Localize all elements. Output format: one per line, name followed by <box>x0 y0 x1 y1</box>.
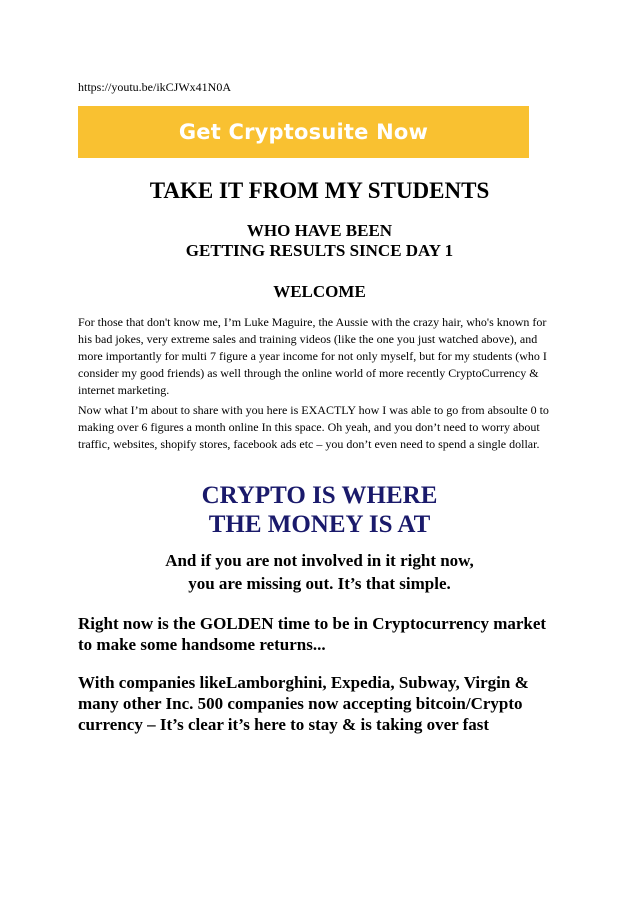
golden-time-paragraph: Right now is the GOLDEN time to be in Cryptocurrency market to make some handsome returns... <box>78 614 547 654</box>
subheading-line-2: GETTING RESULTS SINCE DAY 1 <box>185 241 454 260</box>
page-title: TAKE IT FROM MY STUDENTS <box>149 178 490 203</box>
intro-paragraph: For those that don't know me, I’m Luke Maguire, the Aussie with the crazy hair, who's known for his bad jokes, very extreme sales and training videos (like the one you just watched above), and more importantly for multi 7 figure a year income for not only myself, but for my students (who I consider my good friends) as well through the online world of more recently CryptoCurrency & internet marketing. <box>78 315 547 397</box>
second-paragraph: Now what I’m about to share with you here is EXACTLY how I was able to go from absoulte 0 to making over 6 figures a month online In this space. Oh yeah, and you don’t need to worry about traffic, websites, shopify stores, facebook ads etc – you don’t even need to spend a single dollar. <box>78 403 549 451</box>
welcome-heading: WELCOME <box>273 282 366 301</box>
get-cryptosuite-button[interactable]: Get Cryptosuite Now <box>78 106 529 158</box>
crypto-subline-1: And if you are not involved in it right now, <box>165 551 474 570</box>
crypto-headline-line-2: THE MONEY IS AT <box>208 511 431 538</box>
video-link[interactable]: https://youtu.be/ikCJWx41N0A <box>78 80 231 94</box>
crypto-headline-line-1: CRYPTO IS WHERE <box>201 482 438 509</box>
subheading-line-1: WHO HAVE BEEN <box>246 221 393 240</box>
crypto-subline-2: you are missing out. It’s that simple. <box>188 574 451 593</box>
companies-paragraph: With companies likeLamborghini, Expedia, Subway, Virgin & many other Inc. 500 companies now accepting bitcoin/Crypto currency – It’s clear it’s here to stay & is taking over fast <box>78 673 529 734</box>
